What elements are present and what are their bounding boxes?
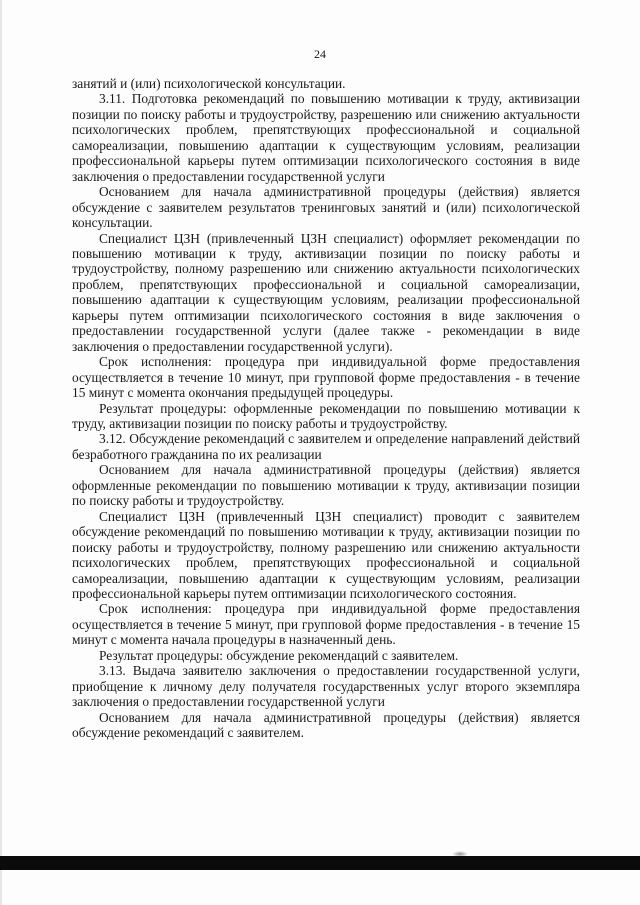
page-edge-shadow (0, 0, 2, 905)
paragraph-basis-3-11: Основанием для начала административной процедуры (действия) является обсуждение с заявителем результатов тренинговых занятий и (или) психологической консультации. (72, 184, 580, 231)
paragraph-specialist-3-11: Специалист ЦЗН (привлеченный ЦЗН специалист) оформляет рекомендации по повышению мотивации к труду, активизации позиции по поиску работы и трудоустройству, полному разрешению или снижению актуальности психологических проблем, препятствующих профессиональной и социальной самореализации, повышению адаптации к существующим условиям, реализации профессиональной карьеры путем оптимизации психологического состояния в виде заключения о предоставлении государственной услуги (далее также - рекомендации в виде заключения о предоставлении государственной услуги). (72, 230, 580, 354)
paragraph-specialist-3-12: Специалист ЦЗН (привлеченный ЦЗН специалист) проводит с заявителем обсуждение рекомендаций по повышению мотивации к труду, активизации позиции по поиску работы и трудоустройству, полному разрешению или снижению актуальности психологических проблем, препятствующих профессиональной и социальной самореализации, повышению адаптации к существующим условиям, реализации профессиональной карьеры путем оптимизации психологического состояния. (72, 508, 580, 601)
document-body (72, 76, 580, 740)
section-heading-3-13: 3.13. Выдача заявителю заключения о предоставлении государственной услуги, приобщение к личному делу получателя государственных услуг второго экземпляра заключения о предоставлении государственной услуги (72, 663, 580, 710)
scan-bottom-band (0, 856, 640, 870)
paragraph-basis-3-12: Основанием для начала административной процедуры (действия) является оформленные рекомендации по повышению мотивации к труду, активизации позиции по поиску работы и трудоустройству. (72, 462, 580, 509)
paragraph-result-3-11: Результат процедуры: оформленные рекомендации по повышению мотивации к труду, активизации позиции по поиску работы и трудоустройству. (72, 400, 580, 431)
paragraph-result-3-12: Результат процедуры: обсуждение рекомендаций с заявителем. (99, 647, 459, 663)
section-heading-3-12: 3.12. Обсуждение рекомендаций с заявителем и определение направлений действий безработного гражданина по их реализации (72, 431, 580, 462)
paragraph-basis-3-13: Основанием для начала административной процедуры (действия) является обсуждение рекомендаций с заявителем. (72, 709, 580, 741)
paragraph-deadline-3-12: Срок исполнения: процедура при индивидуальной форме предоставления осуществляется в течение 5 минут, при групповой форме предоставления - в течение 15 минут с момента начала процедуры в назначенный день. (72, 601, 580, 648)
paragraph-deadline-3-11: Срок исполнения: процедура при индивидуальной форме предоставления осуществляется в течение 10 минут, при групповой форме предоставления - в течение 15 минут с момента окончания предыдущей процедуры. (72, 354, 580, 401)
section-heading-3-11: 3.11. Подготовка рекомендаций по повышению мотивации к труду, активизации позиции по поиску работы и трудоустройству, разрешению или снижению актуальности психологических проблем, препятствующих профессиональной и социальной самореализации, повышению адаптации к существующим условиям, реализации профессиональной карьеры путем оптимизации психологического состояния в виде заключения о предоставлении государственной услуги (72, 91, 580, 184)
paragraph-continuation: занятий и (или) психологической консультации. (72, 76, 346, 91)
page-number: 24 (314, 47, 326, 61)
